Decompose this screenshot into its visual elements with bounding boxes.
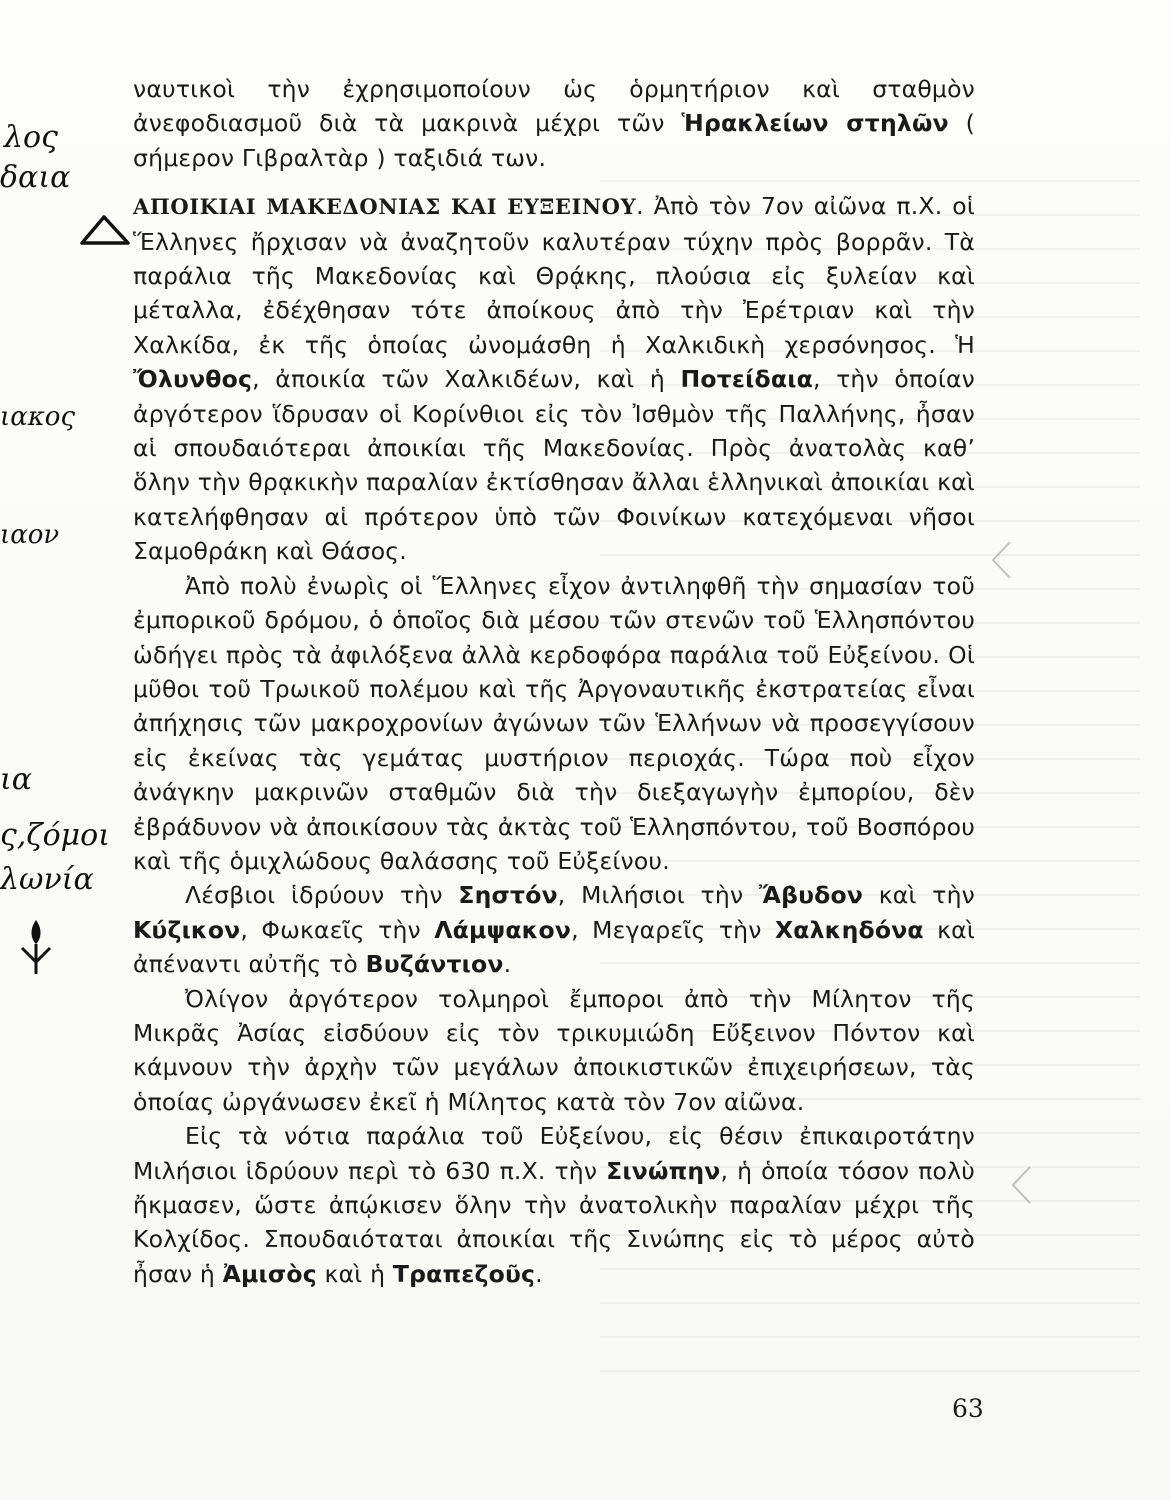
paragraph-3 <box>133 569 975 879</box>
paragraph-4 <box>133 878 975 981</box>
place-name: Ἡρακλείων στηλῶν <box>681 109 949 138</box>
place-name: Σηστόν <box>458 881 558 910</box>
place-name: Ἄβυδον <box>758 881 864 910</box>
text-run: ναυτικοὶ τὴν ἐχρησιμοποίουν ὡς ὁρμητήριον καὶ σταθμὸν ἀνεφοδιασμοῦ διὰ τὰ μακρινὰ μέχρι τῶν <box>133 75 975 138</box>
text-run: καὶ ἡ <box>316 1259 393 1288</box>
text-run: Ἀπὸ πολὺ ἐνωρὶς οἱ Ἕλληνες εἶχον ἀντιληφθῆ τὴν σημασίαν τοῦ ἐμπορικοῦ δρόμου, ὁ ὁποῖος διὰ μέσου τῶν στενῶν τοῦ Ἑλλησπόντου ὡδήγει πρὸς τὰ ἀφιλόξενα ἀλλὰ κερδοφόρα παράλια τοῦ Εὐξείνου. Οἱ μῦθοι τοῦ Τρωικοῦ πολέμου καὶ τῆς Ἀργοναυτικῆς ἐκστρατείας εἶναι ἀπήχησις τῶν μακροχρονίων ἀγώνων τῶν Ἑλλήνων νὰ προσεγγίσουν εἰς ἐκείνας τὰς γεμάτας μυστήριον περιοχάς. Τώρα ποὺ εἶχον ἀνάγκην μακρινῶν σταθμῶν διὰ τὴν διεξαγωγὴν ἐμπορίου, δὲν ἐβράδυνον νὰ ἀποικίσουν τὰς ἀκτὰς τοῦ Ἑλλησπόντου, τοῦ Βοσπόρου καὶ τῆς ὁμιχλώδους θαλάσσης τοῦ Εὐξείνου. <box>133 571 975 875</box>
place-name: Τραπεζοῦς <box>392 1259 536 1288</box>
text-run: Εἰς τὰ νότια παράλια τοῦ Εὐξείνου, εἰς θέσιν ἐπικαιροτάτην Μιλήσιοι ἱδρύουν περὶ τὸ 630 π.Χ. τὴν <box>133 1122 975 1185</box>
text-run: καὶ τὴν <box>863 881 975 910</box>
handwritten-note: ς,ζόμοι <box>0 818 110 853</box>
handwritten-note: ιακος <box>0 402 76 432</box>
place-name: Σινώπην <box>606 1156 721 1185</box>
section-heading: ΑΠΟΙΚΙΑΙ ΜΑΚΕΔΟΝΙΑΣ ΚΑΙ ΕΥΞΕΙΝΟΥ <box>133 194 637 220</box>
paragraph-6 <box>133 1119 975 1291</box>
text-run: , ἀποικία τῶν Χαλκιδέων, καὶ ἡ <box>252 365 681 394</box>
text-run: , Φωκαεῖς τὴν <box>240 915 435 944</box>
text-run: . <box>503 950 512 979</box>
place-name: Χαλκηδόνα <box>774 915 924 944</box>
paragraph-1 <box>133 72 975 175</box>
place-name: Βυζάντιον <box>365 950 504 979</box>
handwritten-note: ια <box>0 762 33 797</box>
text-run: ( σήμερον Γιβραλτὰρ ) ταξιδιά των. <box>133 109 975 172</box>
bleed-triangle-icon <box>990 540 1014 580</box>
text-run: . <box>535 1259 543 1288</box>
text-run: Ὀλίγον ἀργότερον τολμηροὶ ἔμποροι ἀπὸ τὴν Μίλητον τῆς Μικρᾶς Ἀσίας εἰσδύουν εἰς τὸν τρικυμιώδη Εὔξεινον Πόντον καὶ κάμνουν τὴν ἀρχὴν τῶν μεγάλων ἀποικιστικῶν ἐπιχειρήσεων, τὰς ὁποίας ὠργάνωσεν ἐκεῖ ἡ Μίλητος κατὰ τὸν 7ον αἰῶνα. <box>133 984 975 1116</box>
place-name: Ὄλυνθος <box>133 365 253 394</box>
delta-triangle-icon <box>76 213 134 247</box>
torch-arrow-icon <box>18 918 54 976</box>
paragraph-2 <box>133 189 975 568</box>
place-name: Ποτείδαια <box>680 365 813 394</box>
body-text <box>133 72 975 1291</box>
place-name: Ἀμισὸς <box>222 1259 317 1288</box>
text-run: καὶ ἀπέναντι αὐτῆς τὸ <box>133 915 976 979</box>
text-run: , ἡ ὁποία τόσον πολὺ ἤκμασεν, ὥστε ἀπῴκισεν ὅλην τὴν ἀνατολικὴν παραλίαν μέχρι τῆς Κολχίδος. Σπουδαιόταται ἀποικίαι τῆς Σινώπης εἰς τὸ μέρος αὐτὸ ἦσαν ἡ <box>133 1156 975 1288</box>
place-name: Λάμψακον <box>434 915 572 944</box>
paragraph-5 <box>133 982 975 1120</box>
handwritten-note: δαια <box>0 160 71 195</box>
handwritten-note: λος <box>4 120 58 155</box>
text-run: , Μεγαρεῖς τὴν <box>571 915 775 944</box>
page-number: 63 <box>952 1394 984 1423</box>
place-name: Κύζικον <box>133 915 241 944</box>
text-run: . Ἀπὸ τὸν 7ον αἰῶνα π.Χ. οἱ Ἕλληνες ἤρχισαν νὰ ἀναζητοῦν καλυτέραν τύχην πρὸς βορρᾶν. Τὰ παράλια τῆς Μακεδονίας καὶ Θρᾴκης, πλούσια εἰς ξυλείαν καὶ μέταλλα, ἐδέχθησαν τότε ἀποίκους ἀπὸ τὴν Ἐρέτριαν καὶ τὴν Χαλκίδα, ἐκ τῆς ὁποίας ὠνομάσθη ἡ Χαλκιδικὴ χερσόνησος. Ἡ <box>133 192 976 359</box>
text-run: , Μιλήσιοι τὴν <box>557 881 759 910</box>
handwritten-note: λωνία <box>0 862 94 897</box>
bleed-triangle-icon <box>1010 1165 1034 1205</box>
text-run: Λέσβιοι ἱδρύουν τὴν <box>185 881 459 910</box>
text-run: , τὴν ὁποίαν ἀργότερον ἵδρυσαν οἱ Κορίνθιοι εἰς τὸν Ἰσθμὸν τῆς Παλλήνης, ἦσαν αἱ σπουδαιότεραι ἀποικίαι τῆς Μακεδονίας. Πρὸς ἀνατολὰς καθ’ ὅλην τὴν θρᾳκικὴν παραλίαν ἐκτίσθησαν ἄλλαι ἑλληνικαὶ ἀποικίαι καὶ κατελήφθησαν αἱ πρότερον ὑπὸ τῶν Φοινίκων κατεχόμεναι νῆσοι Σαμοθράκη καὶ Θάσος. <box>133 365 975 566</box>
handwritten-note: ιαον <box>0 520 60 550</box>
